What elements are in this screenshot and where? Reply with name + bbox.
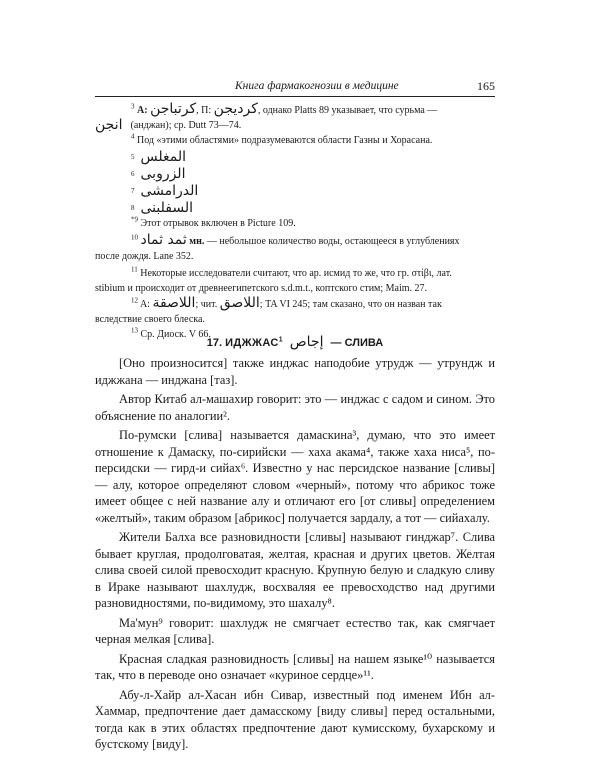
footnotes-block [95, 103, 495, 343]
footnote-7: 7 الدرامشى [131, 183, 199, 199]
footnote-4: $^4$ Под «этими областями» подразумеваются области Газны и Хорасана. [131, 132, 433, 146]
paragraph: Жители Балха все разновидности [сливы] называют гинджар⁷. Слива бывает круглая, продолговатая, желтая, красная и других цветов. Желтая слива своей силой превосходит красную. Крупную белую и сладкую сливу в Ираке называют шахлудж, восхваляя ее превосходство над другими разновидностями, по-видимому, это шахалу⁸. [95, 530, 495, 610]
footnote-9: $^{*9}$ Этот отрывок включен в Picture 109. [131, 215, 296, 229]
running-header [95, 80, 495, 97]
page-number: 165 [477, 79, 495, 93]
footnote-13: $^{13}$ Ср. Диоск. V 66. [131, 326, 211, 340]
footnote-11-cont: stibium и происходит от древнеегипетского s.d.m.t., коптского стим; Maim. 27. [95, 283, 428, 294]
footnote-5: 5 المغلس [131, 149, 186, 165]
footnote-6: 6 الزروبى [131, 166, 186, 182]
paragraph: Красная сладкая разновидность [сливы] на нашем языке¹⁰ называется так, что в переводе оно означает «куриное сердце»¹¹. [95, 651, 495, 682]
paragraph: Ма'мун⁹ говорит: шахлудж не смягчает естество так, как смягчает черная мелкая [слива]. [95, 615, 495, 646]
footnote-8: 8 السفلبنى [131, 200, 193, 216]
footnote-3: $^3$ A: كرتباجن, П: كرديجن, однако Platts 89 указывает, что сурьма — [131, 101, 438, 117]
running-title: Книга фармакогнозии в медицине [235, 80, 399, 92]
footnote-12-cont: вследствие своего блеска. [95, 314, 205, 325]
paragraph: Автор Китаб ал-машахир говорит: это — инджас с садом и сином. Это объяснение по аналогии². [95, 392, 495, 423]
body-text [95, 355, 495, 753]
footnote-3-cont: انجن (анджан); ср. Dutt 73—74. [95, 117, 242, 133]
paragraph: По-румски [слива] называется дамаскина³, думаю, что это имеет отношение к Дамаску, по-сирийски — хаха акама⁴, также хаха ниса⁵, по-персидски — гирд-и сийах⁶. Известно у нас персидское название [сливы] — алу, которое определяют словом «черный», потому что абрикос тоже имеет общее с ней название алу и отличают его [от сливы] определением «желтый», таким образом [абрикос] получается зардалу, а тот — сийахалу. [95, 428, 495, 525]
footnote-10: $^{10}$ ثمد ثماد мн. — небольшое количество воды, остающееся в углублениях [131, 232, 460, 248]
paragraph: [Оно произносится] также инджас наподобие утрудж — утрундж и иджжана — инджана [таз]. [95, 356, 495, 387]
footnote-12: $^{12}$ A: اللاصقة; чит. اللاصق; TA VI 245; там сказано, что он назван так [131, 295, 442, 311]
footnote-11: $^{11}$ Некоторые исследователи считают, что ар. исмид то же, что гр. στίβι, лат. [131, 265, 452, 279]
paragraph: Абу-л-Хайр ал-Хасан ибн Сивар, известный под именем Ибн ал-Хаммар, предпочтение дает дамасскому [виду сливы] перед остальными, тогда как в этих областях предпочтение дают кумисскому, бухарскому и бустскому [виду]. [95, 687, 495, 751]
section-heading: 17. ИДЖЖАС$^1$ إجاص — СЛИВА [206, 334, 384, 350]
footnote-10-cont: после дождя. Lane 352. [95, 251, 194, 262]
